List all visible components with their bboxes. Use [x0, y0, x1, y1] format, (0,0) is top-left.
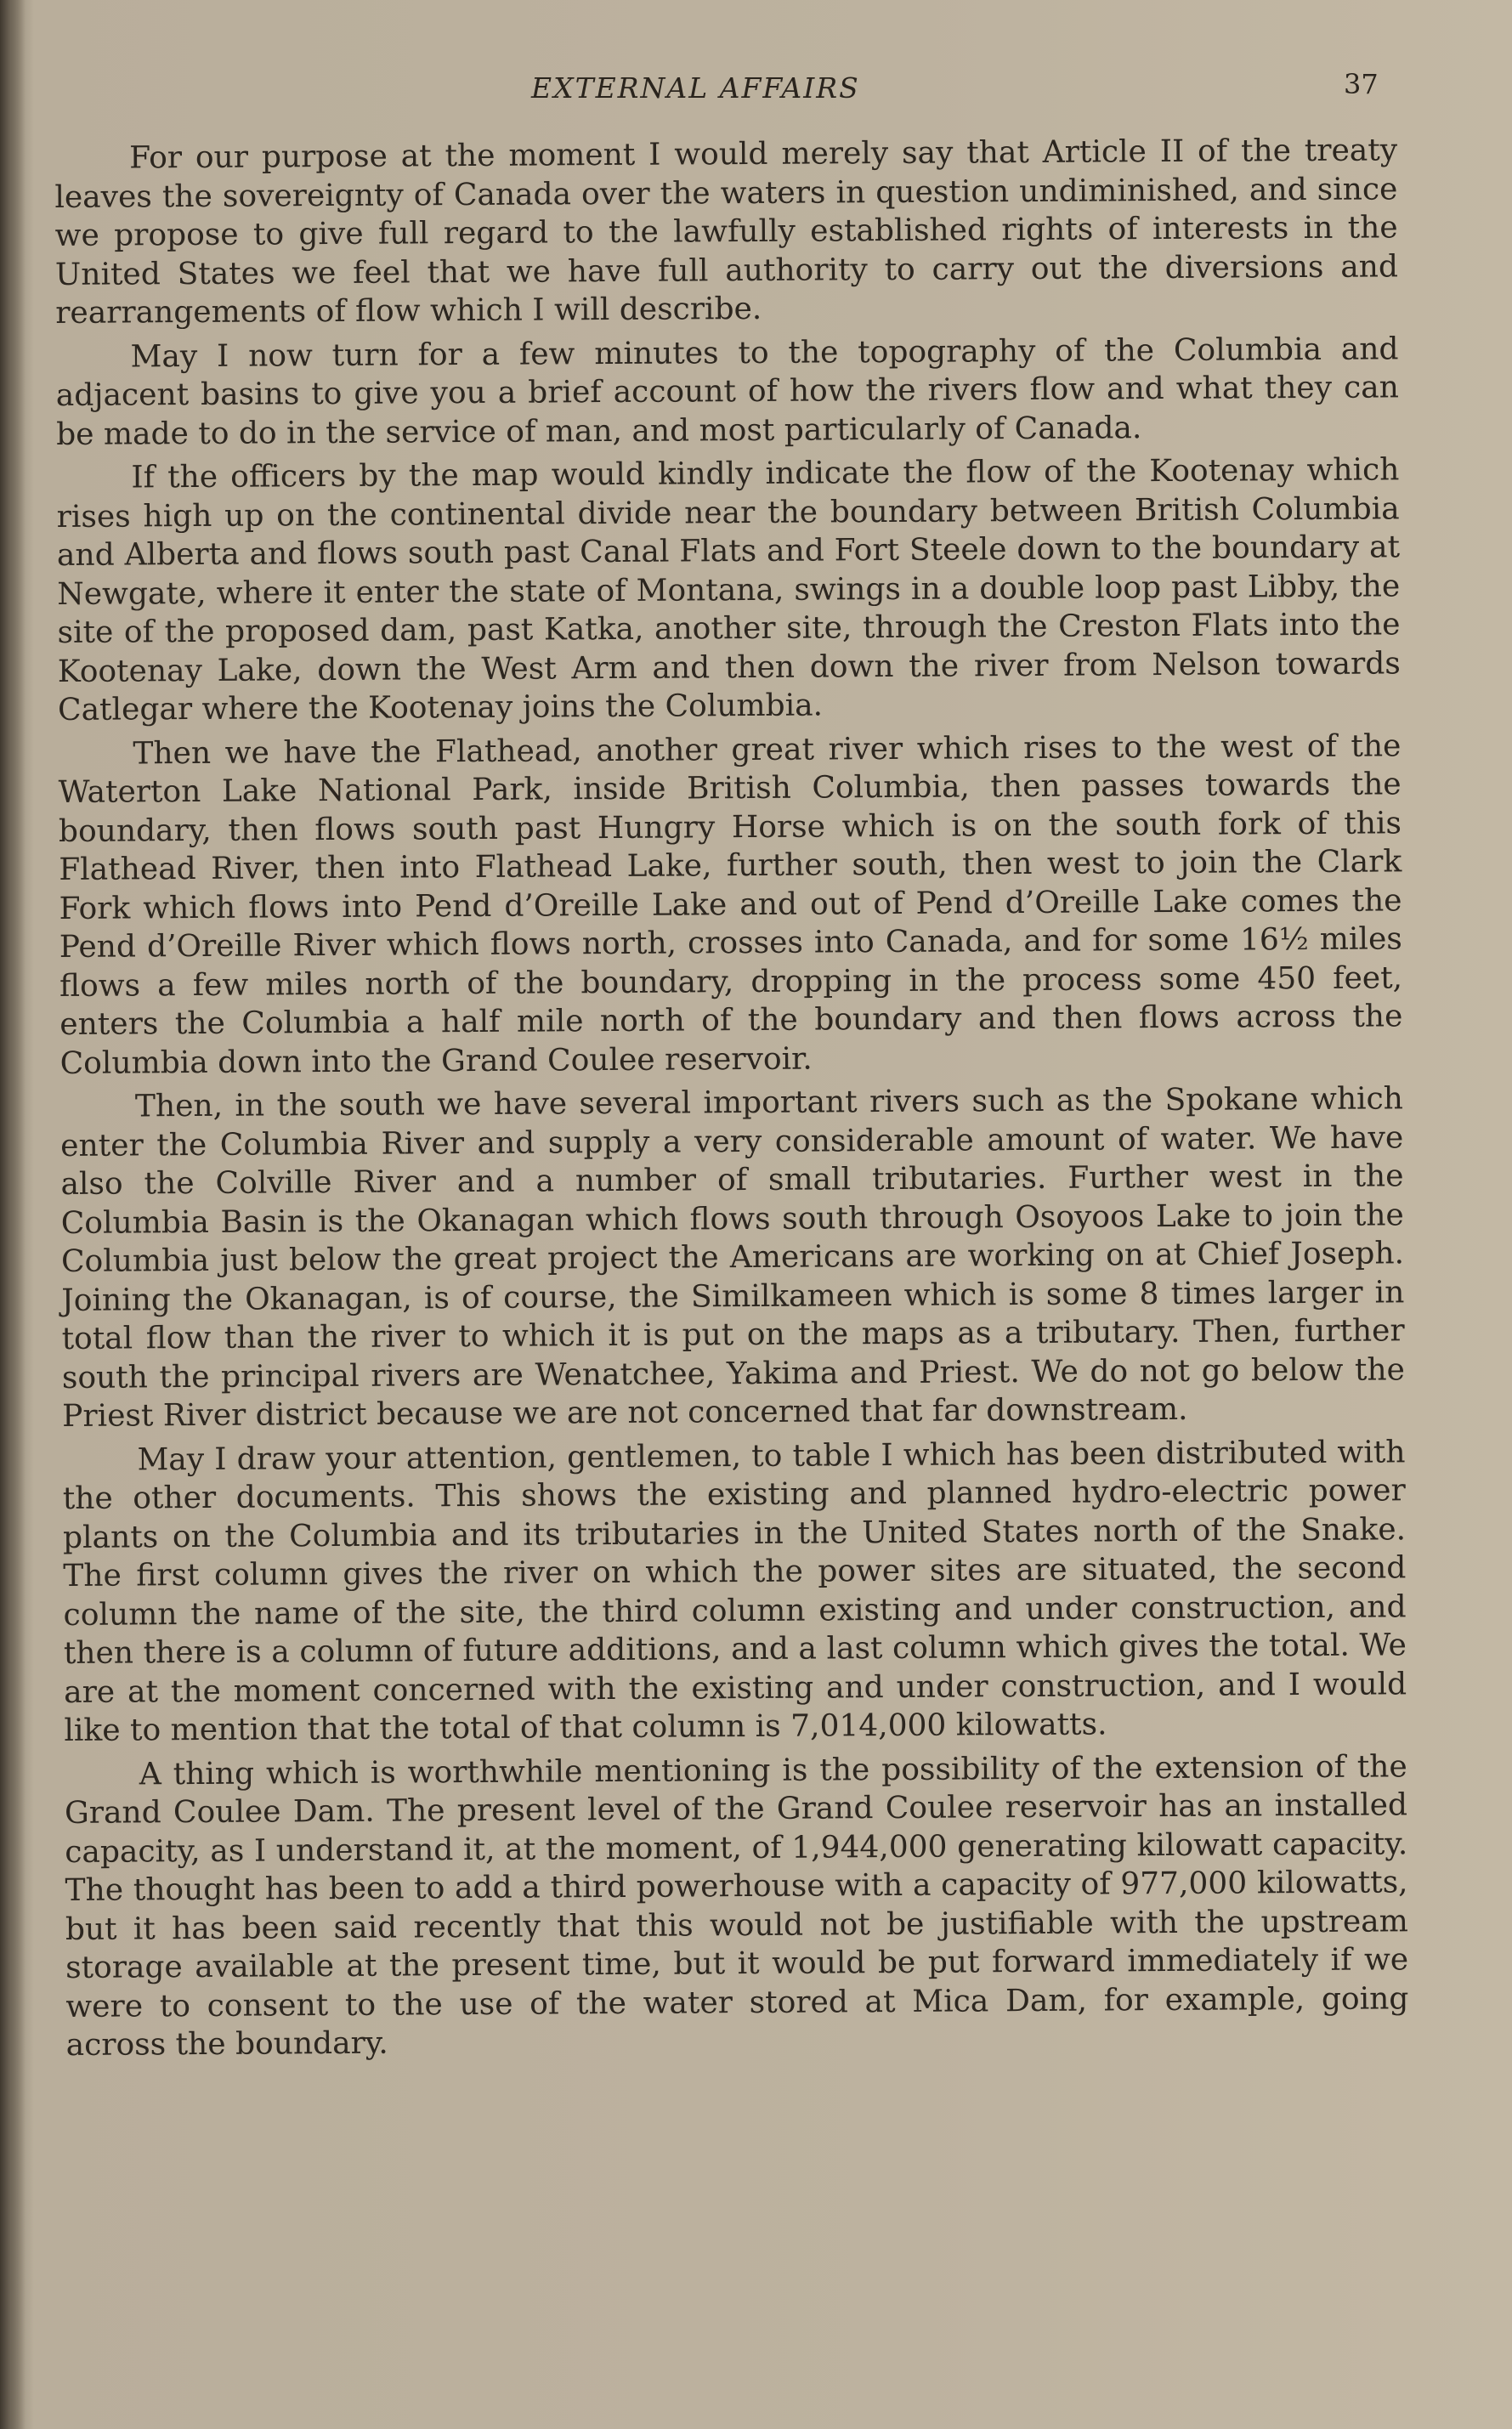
body-text: [54, 131, 1409, 2069]
binding-shadow: [0, 0, 25, 2429]
paragraph: A thing which is worthwhile mentioning is the possibility of the extension of the Grand Coulee Dam. The present level of the Grand Coulee reservoir has an installed capacity, as I understand it, at the moment, of 1,944,000 generating kilowatt capacity. The thought has been to add a third powerhouse with a capacity of 977,000 kilowatts, but it has been said recently that this would not be justifiable with the upstream storage available at the present time, but it would be put forward immediately if we were to consent to the use of the water stored at Mica Dam, for example, going across the boundary.: [64, 1748, 1409, 2063]
paragraph: Then, in the south we have several important rivers such as the Spokane which enter the Columbia River and supply a very considerable amount of water. We have also the Colville River and a number of small tributaries. Further west in the Columbia Basin is the Okanagan which flows south through Osoyoos Lake to join the Columbia just below the great project the Americans are working on at Chief Joseph. Joining the Okanagan, is of course, the Similkameen which is some 8 times larger in total flow than the river to which it is put on the maps as a tributary. Then, further south the principal rivers are Wenatchee, Yakima and Priest. We do not go below the Priest River district because we are not concerned that far downstream.: [60, 1081, 1405, 1434]
paragraph: For our purpose at the moment I would merely say that Article II of the treaty leaves the sovereignty of Canada over the waters in question undiminished, and since we propose to give full regard to the lawfully established rights of interests in the United States we feel that we have full authority to carry out the diversions and rearrangements of flow which I will describe.: [54, 133, 1399, 331]
paragraph: Then we have the Flathead, another great river which rises to the west of the Waterton Lake National Park, inside British Columbia, then passes towards the boundary, then flows south past Hungry Horse which is on the south fork of this Flathead River, then into Flathead Lake, further south, then west to join the Clark Fork which flows into Pend d’Oreille Lake and out of Pend d’Oreille Lake comes the Pend d’Oreille River which flows north, crosses into Canada, and for some 16½ miles flows a few miles north of the boundary, dropping in the process some 450 feet, enters the Columbia a half mile north of the boundary and then flows across the Columbia down into the Grand Coulee reservoir.: [58, 728, 1403, 1081]
paragraph: May I draw your attention, gentlemen, to table I which has been distributed with the other documents. This shows the existing and planned hydro-electric power plants on the Columbia and its tributaries in the United States north of the Snake. The first column gives the river on which the power sites are situated, the second column the name of the site, the third column existing and under construction, and then there is a column of future additions, and a last column which gives the total. We are at the moment concerned with the existing and under construction, and I would like to mention that the total of that column is 7,014,000 kilowatts.: [62, 1434, 1407, 1748]
paragraph: If the officers by the map would kindly indicate the flow of the Kootenay which rises high up on the continental divide near the boundary between British Columbia and Alberta and flows south past Canal Flats and Fort Steele down to the boundary at Newgate, where it enter the state of Montana, swings in a double loop past Libby, the site of the proposed dam, past Katka, another site, through the Creston Flats into the Kootenay Lake, down the West Arm and then down the river from Nelson towards Catlegar where the Kootenay joins the Columbia.: [56, 452, 1401, 728]
page-number: 37: [1344, 68, 1379, 100]
paragraph: May I now turn for a few minutes to the topography of the Columbia and adjacent basins to give you a brief account of how the rivers flow and what they can be made to do in the service of man, and most particularly of Canada.: [55, 331, 1399, 452]
running-head-title: EXTERNAL AFFAIRS: [531, 71, 860, 105]
